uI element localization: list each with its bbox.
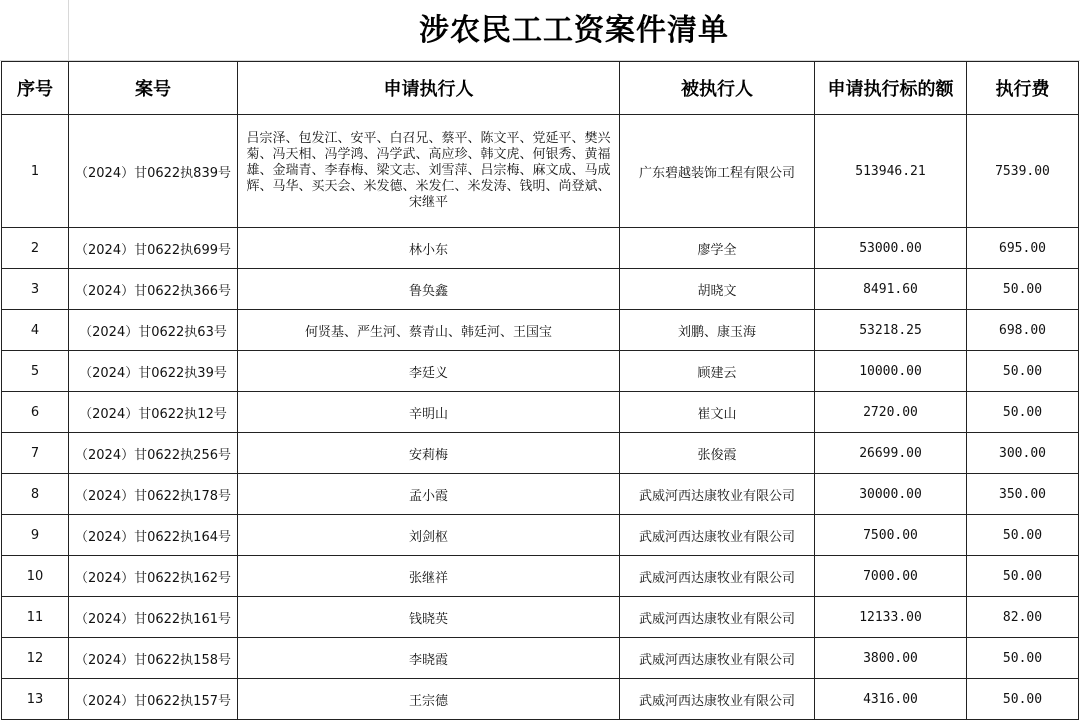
title-corner-cell <box>0 0 69 60</box>
cell-fee: 300.00 <box>967 433 1079 474</box>
header-applicant: 申请执行人 <box>238 62 620 115</box>
cell-case-no: （2024）甘0622执12号 <box>69 392 238 433</box>
page-title: 涉农民工工资案件清单 <box>419 13 729 48</box>
cell-amount: 7500.00 <box>815 515 967 556</box>
cell-applicant: 吕宗泽、包发江、安平、白召兄、蔡平、陈文平、党延平、樊兴菊、冯天相、冯学鸿、冯学武、高应珍、韩文虎、何银秀、黄福雄、金瑞青、李春梅、梁文志、刘雪萍、吕宗梅、麻文成、马成辉、马华、买天会、米发德、米发仁、米发涛、钱明、尚登斌、宋继平 <box>238 115 620 228</box>
table-row <box>2 115 1079 228</box>
cell-fee: 50.00 <box>967 638 1079 679</box>
cell-respondent: 崔文山 <box>620 392 815 433</box>
cell-amount: 7000.00 <box>815 556 967 597</box>
cell-applicant: 林小东 <box>238 228 620 269</box>
table-row <box>2 597 1079 638</box>
cell-amount: 513946.21 <box>815 115 967 228</box>
cell-respondent: 廖学全 <box>620 228 815 269</box>
table-row <box>2 433 1079 474</box>
cell-respondent: 武威河西达康牧业有限公司 <box>620 597 815 638</box>
cell-amount: 30000.00 <box>815 474 967 515</box>
header-respondent: 被执行人 <box>620 62 815 115</box>
header-amount: 申请执行标的额 <box>815 62 967 115</box>
cell-seq: 10 <box>2 556 69 597</box>
cell-respondent: 武威河西达康牧业有限公司 <box>620 679 815 720</box>
cell-fee: 50.00 <box>967 351 1079 392</box>
cell-seq: 11 <box>2 597 69 638</box>
cell-applicant: 辛明山 <box>238 392 620 433</box>
cell-respondent: 武威河西达康牧业有限公司 <box>620 638 815 679</box>
cell-respondent: 刘鹏、康玉海 <box>620 310 815 351</box>
cell-case-no: （2024）甘0622执162号 <box>69 556 238 597</box>
cell-fee: 50.00 <box>967 556 1079 597</box>
cell-applicant: 孟小霞 <box>238 474 620 515</box>
cell-fee: 50.00 <box>967 679 1079 720</box>
cell-seq: 1 <box>2 115 69 228</box>
table-row <box>2 474 1079 515</box>
cell-applicant: 何贤基、严生河、蔡青山、韩廷河、王国宝 <box>238 310 620 351</box>
cell-fee: 82.00 <box>967 597 1079 638</box>
cell-seq: 9 <box>2 515 69 556</box>
cell-applicant: 张继祥 <box>238 556 620 597</box>
cell-amount: 26699.00 <box>815 433 967 474</box>
table-row <box>2 638 1079 679</box>
cell-seq: 12 <box>2 638 69 679</box>
cell-seq: 13 <box>2 679 69 720</box>
cell-amount: 53218.25 <box>815 310 967 351</box>
header-case-no: 案号 <box>69 62 238 115</box>
cell-amount: 4316.00 <box>815 679 967 720</box>
title-row <box>0 0 1080 61</box>
cell-case-no: （2024）甘0622执256号 <box>69 433 238 474</box>
table-row <box>2 269 1079 310</box>
cell-case-no: （2024）甘0622执157号 <box>69 679 238 720</box>
cell-respondent: 张俊霞 <box>620 433 815 474</box>
table-row <box>2 310 1079 351</box>
cell-fee: 50.00 <box>967 515 1079 556</box>
header-fee: 执行费 <box>967 62 1079 115</box>
cell-amount: 12133.00 <box>815 597 967 638</box>
cell-case-no: （2024）甘0622执178号 <box>69 474 238 515</box>
cell-seq: 5 <box>2 351 69 392</box>
cell-seq: 7 <box>2 433 69 474</box>
cell-amount: 3800.00 <box>815 638 967 679</box>
cell-fee: 350.00 <box>967 474 1079 515</box>
cell-amount: 53000.00 <box>815 228 967 269</box>
cell-amount: 8491.60 <box>815 269 967 310</box>
header-seq: 序号 <box>2 62 69 115</box>
cell-seq: 8 <box>2 474 69 515</box>
cell-case-no: （2024）甘0622执161号 <box>69 597 238 638</box>
cell-case-no: （2024）甘0622执366号 <box>69 269 238 310</box>
cell-case-no: （2024）甘0622执63号 <box>69 310 238 351</box>
cell-respondent: 广东碧越装饰工程有限公司 <box>620 115 815 228</box>
cell-applicant: 刘剑枢 <box>238 515 620 556</box>
cell-amount: 2720.00 <box>815 392 967 433</box>
table-row <box>2 392 1079 433</box>
header-row <box>2 62 1079 115</box>
table-row <box>2 228 1079 269</box>
cell-respondent: 顾建云 <box>620 351 815 392</box>
cell-case-no: （2024）甘0622执839号 <box>69 115 238 228</box>
cell-fee: 698.00 <box>967 310 1079 351</box>
cell-amount: 10000.00 <box>815 351 967 392</box>
table-row <box>2 351 1079 392</box>
cell-respondent: 武威河西达康牧业有限公司 <box>620 474 815 515</box>
cell-respondent: 胡晓文 <box>620 269 815 310</box>
cell-case-no: （2024）甘0622执699号 <box>69 228 238 269</box>
cell-case-no: （2024）甘0622执158号 <box>69 638 238 679</box>
cell-case-no: （2024）甘0622执164号 <box>69 515 238 556</box>
cell-fee: 7539.00 <box>967 115 1079 228</box>
cell-applicant: 李晓霞 <box>238 638 620 679</box>
cell-applicant: 王宗德 <box>238 679 620 720</box>
table-row <box>2 679 1079 720</box>
cell-case-no: （2024）甘0622执39号 <box>69 351 238 392</box>
cell-fee: 695.00 <box>967 228 1079 269</box>
cell-applicant: 钱晓英 <box>238 597 620 638</box>
cell-seq: 4 <box>2 310 69 351</box>
cell-seq: 6 <box>2 392 69 433</box>
cell-applicant: 安莉梅 <box>238 433 620 474</box>
cell-seq: 3 <box>2 269 69 310</box>
case-table <box>1 61 1079 720</box>
cell-respondent: 武威河西达康牧业有限公司 <box>620 556 815 597</box>
table-row <box>2 556 1079 597</box>
cell-respondent: 武威河西达康牧业有限公司 <box>620 515 815 556</box>
table-row <box>2 515 1079 556</box>
cell-fee: 50.00 <box>967 392 1079 433</box>
cell-seq: 2 <box>2 228 69 269</box>
cell-applicant: 李廷义 <box>238 351 620 392</box>
cell-applicant: 鲁奂鑫 <box>238 269 620 310</box>
cell-fee: 50.00 <box>967 269 1079 310</box>
